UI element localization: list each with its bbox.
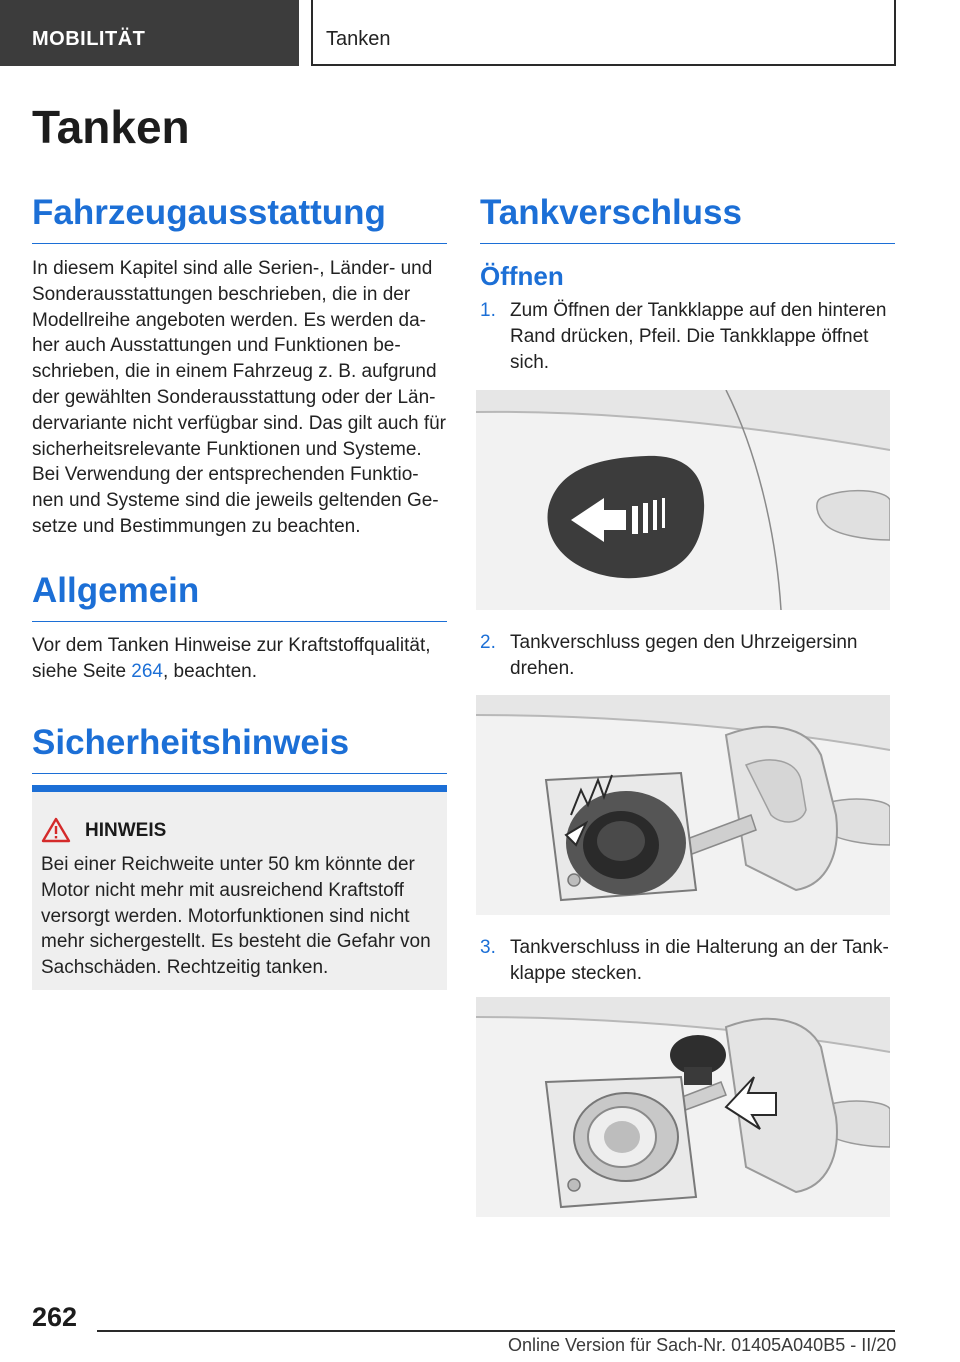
note-label: HINWEIS [85,820,167,841]
text-line: sicherheitsrelevante Funktionen und Systeme. [32,438,422,460]
text-line: der gewählten Sonderausstattung oder der Län‐ [32,386,436,408]
text-line: drehen. [510,657,575,679]
step-number: 2. [480,632,496,653]
chapter-label: Tanken [326,28,391,50]
text-line: Tankverschluss gegen den Uhrzeigersinn [510,632,858,653]
text-line: sich. [510,351,550,373]
text-line: dervariante nicht verfügbar sind. Das gilt auch für [32,412,446,434]
fuel-flap-closed-illustration [476,390,890,610]
heading-safety: Sicherheitshinweis [32,723,447,774]
text-line: Sachschäden. Rechtzeitig tanken. [41,957,329,979]
text-line: her auch Ausstattungen und Funktionen be‐ [32,335,401,357]
footer-version: Online Version für Sach-Nr. 01405A040B5 - II/20 [508,1335,897,1355]
warning-triangle-icon [41,817,71,843]
text-line: In diesem Kapitel sind alle Serien-, Länder- und [32,258,433,279]
footer-divider [97,1330,895,1332]
page-number: 262 [32,1302,78,1332]
text-line: Tankverschluss in die Halterung an der Tank‐ [510,937,889,958]
text-line: Bei Verwendung der entsprechenden Funktio‐ [32,464,419,486]
heading-fuel-cap: Tankverschluss [480,193,895,244]
text-line: setze und Bestimmungen zu beachten. [32,515,361,537]
page-title: Tanken [32,101,190,153]
step-2 [480,630,895,682]
step-3 [480,935,895,987]
text-line: versorgt werden. Motorfunktionen sind nicht [41,905,410,927]
text-line: Bei einer Reichweite unter 50 km könnte der [41,854,415,875]
step-1 [480,298,895,375]
text-line: klappe stecken. [510,962,643,984]
section-tab [0,0,299,66]
text-line: Vor dem Tanken Hinweise zur Kraftstoffqualität, [32,635,431,656]
fuel-cap-holder-illustration [476,997,890,1217]
heading-equipment: Fahrzeugausstattung [32,193,447,244]
text-line: Modellreihe angeboten werden. Es werden da‐ [32,309,426,331]
fuel-cap-turn-illustration [476,695,890,915]
text-line: mehr sichergestellt. Es besteht die Gefahr von [41,931,431,953]
warning-note [32,785,447,990]
page-reference-link[interactable]: 264 [131,660,163,682]
text-line: Rand drücken, Pfeil. Die Tankklappe öffnet [510,325,869,347]
chapter-tab [311,0,896,66]
step-number: 1. [480,300,496,321]
text-line: Sonderausstattungen beschrieben, die in der [32,283,411,305]
equipment-text [32,256,452,540]
text-line [32,659,452,685]
text-line: schrieben, die in einem Fahrzeug z. B. aufgrund [32,361,437,383]
text-line: Zum Öffnen der Tankklappe auf den hinteren [510,300,887,321]
text-line: Motor nicht mehr mit ausreichend Kraftstoff [41,879,404,901]
text-line: nen und Systeme sind die jeweils geltenden Ge‐ [32,490,439,512]
heading-general: Allgemein [32,571,447,622]
text-fragment: , beachten. [163,660,258,682]
text-fragment: siehe Seite [32,660,132,682]
subheading-open: Öffnen [480,261,564,291]
general-text [32,633,452,685]
step-number: 3. [480,937,496,958]
section-label: MOBILITÄT [32,28,146,50]
note-body [41,852,441,981]
